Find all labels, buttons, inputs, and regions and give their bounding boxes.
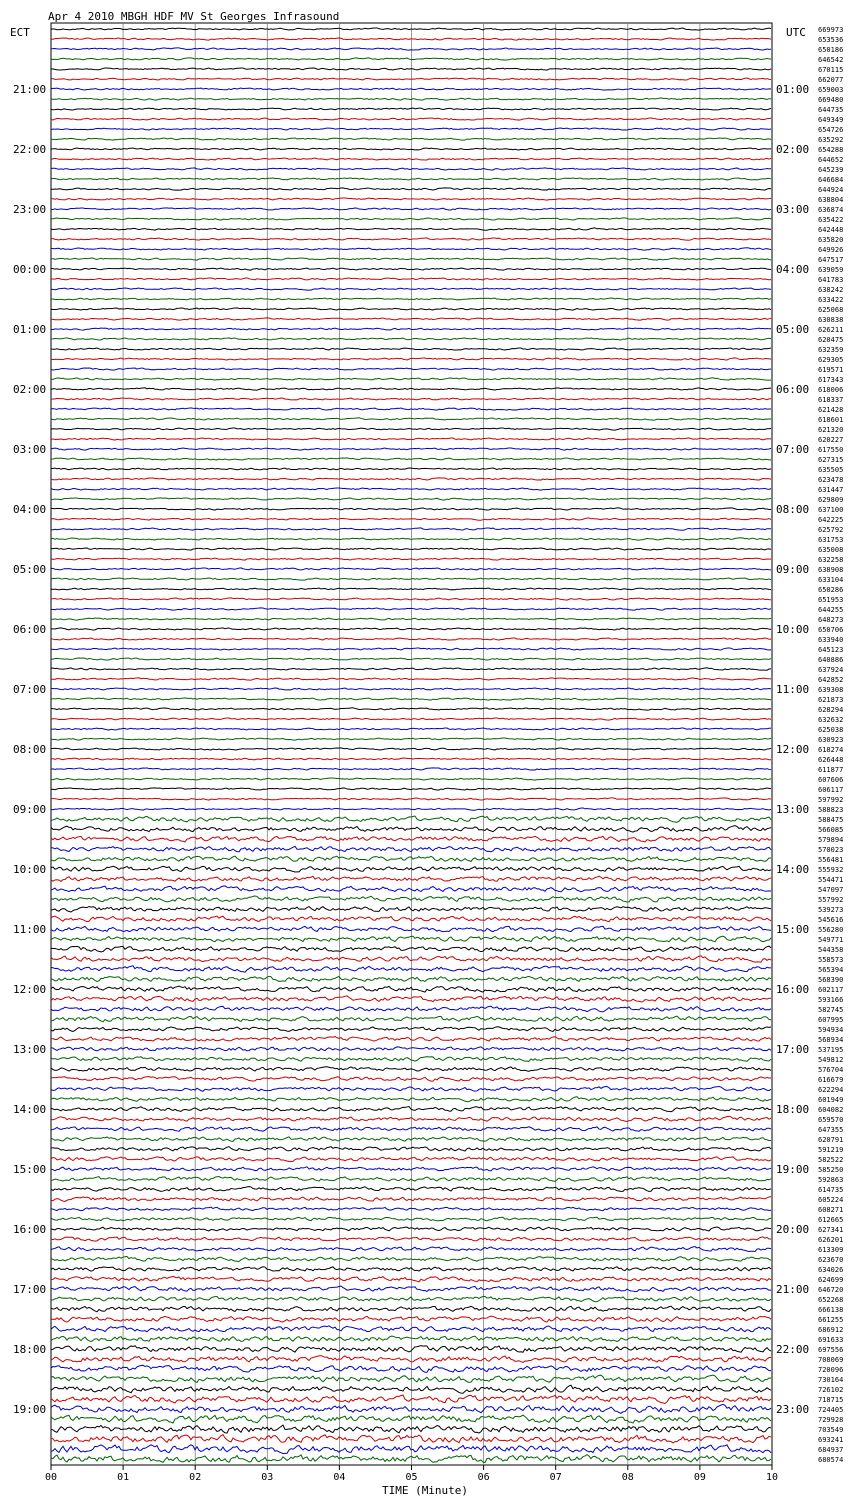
trace-count-55: 638908 — [818, 566, 844, 574]
trace-count-70: 632632 — [818, 716, 844, 724]
trace-count-52: 631753 — [818, 536, 844, 544]
trace-count-125: 634026 — [818, 1266, 844, 1274]
x-axis-ticks — [45, 1465, 778, 1483]
trace-count-133: 697556 — [818, 1346, 844, 1354]
trace-count-15: 645239 — [818, 166, 844, 174]
trace-count-20: 635422 — [818, 216, 844, 224]
trace-count-79: 588823 — [818, 806, 844, 814]
x-tick-label-01: 01 — [117, 1472, 130, 1483]
right-hour-1800: 18:00 — [776, 1103, 810, 1116]
trace-count-35: 619571 — [818, 366, 844, 374]
trace-count-113: 591219 — [818, 1146, 844, 1154]
left-hour-0400: 04:00 — [13, 503, 47, 516]
trace-count-42: 620227 — [818, 436, 844, 444]
trace-count-132: 691633 — [818, 1336, 844, 1344]
trace-count-89: 539273 — [818, 906, 844, 914]
trace-count-60: 648273 — [818, 616, 844, 624]
trace-count-129: 666138 — [818, 1306, 844, 1314]
trace-count-121: 627341 — [818, 1226, 844, 1234]
trace-count-34: 629305 — [818, 356, 844, 364]
left-hour-0300: 03:00 — [13, 443, 47, 456]
trace-count-39: 621428 — [818, 406, 844, 414]
left-axis-label: ECT — [10, 26, 30, 39]
right-hour-2300: 23:00 — [776, 1403, 810, 1416]
trace-count-50: 642225 — [818, 516, 844, 524]
trace-count-11: 654726 — [818, 126, 844, 134]
right-hour-0900: 09:00 — [776, 563, 810, 576]
trace-count-22: 635820 — [818, 236, 844, 244]
left-hour-0500: 05:00 — [13, 563, 47, 576]
left-hour-1000: 10:00 — [13, 863, 47, 876]
trace-count-59: 644255 — [818, 606, 844, 614]
trace-count-23: 649926 — [818, 246, 844, 254]
trace-count-labels — [818, 26, 843, 1464]
trace-count-36: 617343 — [818, 376, 844, 384]
trace-count-88: 557992 — [818, 896, 844, 904]
trace-count-84: 556481 — [818, 856, 844, 864]
trace-count-30: 630838 — [818, 316, 844, 324]
trace-count-123: 613309 — [818, 1246, 844, 1254]
left-hour-1400: 14:00 — [13, 1103, 47, 1116]
right-hour-0600: 06:00 — [776, 383, 810, 396]
trace-count-90: 545616 — [818, 916, 844, 924]
trace-count-120: 612665 — [818, 1216, 844, 1224]
trace-count-69: 628294 — [818, 706, 844, 714]
trace-count-109: 604082 — [818, 1106, 844, 1114]
trace-count-4: 646542 — [818, 56, 844, 64]
trace-count-49: 637100 — [818, 506, 844, 514]
left-hour-1900: 19:00 — [13, 1403, 47, 1416]
trace-count-76: 607606 — [818, 776, 844, 784]
trace-count-19: 636874 — [818, 206, 844, 214]
right-hour-1300: 13:00 — [776, 803, 810, 816]
trace-count-119: 608271 — [818, 1206, 844, 1214]
trace-count-141: 703549 — [818, 1426, 844, 1434]
trace-count-46: 623478 — [818, 476, 844, 484]
trace-count-5: 670115 — [818, 66, 844, 74]
trace-count-68: 621873 — [818, 696, 844, 704]
trace-count-10: 649349 — [818, 116, 844, 124]
trace-count-98: 593166 — [818, 996, 844, 1004]
trace-count-131: 686912 — [818, 1326, 844, 1334]
x-tick-label-05: 05 — [405, 1472, 418, 1483]
left-hour-0200: 02:00 — [13, 383, 47, 396]
left-hour-labels — [13, 83, 46, 1416]
trace-count-122: 626201 — [818, 1236, 844, 1244]
trace-count-87: 547097 — [818, 886, 844, 894]
trace-count-38: 618337 — [818, 396, 844, 404]
trace-count-108: 601949 — [818, 1096, 844, 1104]
trace-count-127: 646720 — [818, 1286, 844, 1294]
trace-count-142: 693241 — [818, 1436, 844, 1444]
trace-count-63: 645123 — [818, 646, 844, 654]
trace-count-7: 659003 — [818, 86, 844, 94]
right-hour-1600: 16:00 — [776, 983, 810, 996]
trace-count-101: 594934 — [818, 1026, 844, 1034]
trace-count-66: 642852 — [818, 676, 844, 684]
trace-count-74: 626448 — [818, 756, 844, 764]
right-hour-1700: 17:00 — [776, 1043, 810, 1056]
chart-title: Apr 4 2010 MBGH HDF MV St Georges Infrasound — [48, 10, 340, 23]
left-hour-1300: 13:00 — [13, 1043, 47, 1056]
trace-count-24: 647517 — [818, 256, 844, 264]
trace-count-78: 597992 — [818, 796, 844, 804]
trace-count-112: 620791 — [818, 1136, 844, 1144]
trace-count-2: 653536 — [818, 36, 844, 44]
trace-count-105: 576704 — [818, 1066, 844, 1074]
trace-count-51: 625792 — [818, 526, 844, 534]
left-hour-1100: 11:00 — [13, 923, 47, 936]
trace-count-80: 588475 — [818, 816, 844, 824]
trace-count-94: 558573 — [818, 956, 844, 964]
trace-count-114: 582522 — [818, 1156, 844, 1164]
trace-count-144: 680574 — [818, 1456, 844, 1464]
trace-count-97: 602117 — [818, 986, 844, 994]
right-hour-1900: 19:00 — [776, 1163, 810, 1176]
trace-count-106: 616679 — [818, 1076, 844, 1084]
left-hour-0100: 01:00 — [13, 323, 47, 336]
trace-count-41: 621320 — [818, 426, 844, 434]
trace-count-17: 644924 — [818, 186, 844, 194]
left-hour-1500: 15:00 — [13, 1163, 47, 1176]
trace-count-92: 549771 — [818, 936, 844, 944]
trace-count-83: 570023 — [818, 846, 844, 854]
trace-count-26: 641783 — [818, 276, 844, 284]
trace-count-31: 626211 — [818, 326, 844, 334]
x-tick-label-07: 07 — [549, 1472, 562, 1483]
trace-count-117: 614735 — [818, 1186, 844, 1194]
right-hour-1500: 15:00 — [776, 923, 810, 936]
trace-count-1: 669973 — [818, 26, 844, 34]
trace-count-37: 618006 — [818, 386, 844, 394]
trace-count-96: 568390 — [818, 976, 844, 984]
trace-count-62: 633940 — [818, 636, 844, 644]
trace-count-13: 654288 — [818, 146, 844, 154]
right-hour-2000: 20:00 — [776, 1223, 810, 1236]
x-tick-label-08: 08 — [621, 1472, 634, 1483]
right-hour-0100: 01:00 — [776, 83, 810, 96]
trace-count-128: 652268 — [818, 1296, 844, 1304]
x-tick-label-03: 03 — [261, 1472, 274, 1483]
right-hour-2100: 21:00 — [776, 1283, 810, 1296]
trace-count-116: 592863 — [818, 1176, 844, 1184]
trace-count-12: 635292 — [818, 136, 844, 144]
trace-count-14: 644652 — [818, 156, 844, 164]
trace-count-104: 549812 — [818, 1056, 844, 1064]
x-tick-label-02: 02 — [189, 1472, 202, 1483]
trace-count-25: 639059 — [818, 266, 844, 274]
trace-count-136: 730164 — [818, 1376, 844, 1384]
trace-count-48: 629809 — [818, 496, 844, 504]
trace-count-103: 537195 — [818, 1046, 844, 1054]
trace-count-54: 632258 — [818, 556, 844, 564]
left-hour-0600: 06:00 — [13, 623, 47, 636]
trace-count-64: 640886 — [818, 656, 844, 664]
right-hour-2200: 22:00 — [776, 1343, 810, 1356]
trace-count-75: 611877 — [818, 766, 844, 774]
x-tick-label-10: 10 — [765, 1472, 779, 1483]
trace-count-86: 554471 — [818, 876, 844, 884]
trace-count-43: 617550 — [818, 446, 844, 454]
trace-count-61: 650706 — [818, 626, 844, 634]
left-hour-0800: 08:00 — [13, 743, 47, 756]
trace-count-29: 625068 — [818, 306, 844, 314]
trace-count-126: 624699 — [818, 1276, 844, 1284]
trace-count-57: 650286 — [818, 586, 844, 594]
trace-count-77: 606117 — [818, 786, 844, 794]
right-hour-0300: 03:00 — [776, 203, 810, 216]
trace-count-115: 585250 — [818, 1166, 844, 1174]
trace-count-16: 646684 — [818, 176, 844, 184]
right-hour-0500: 05:00 — [776, 323, 810, 336]
right-axis-label: UTC — [786, 26, 806, 39]
trace-count-67: 639308 — [818, 686, 844, 694]
trace-count-99: 582745 — [818, 1006, 844, 1014]
trace-count-45: 635505 — [818, 466, 844, 474]
trace-count-143: 684937 — [818, 1446, 844, 1454]
trace-count-135: 720096 — [818, 1366, 844, 1374]
x-tick-label-00: 00 — [44, 1472, 58, 1483]
trace-count-18: 638804 — [818, 196, 844, 204]
trace-count-118: 605224 — [818, 1196, 844, 1204]
trace-count-137: 726102 — [818, 1386, 844, 1394]
right-hour-labels — [776, 83, 809, 1416]
trace-count-65: 637924 — [818, 666, 844, 674]
trace-count-28: 633422 — [818, 296, 844, 304]
trace-count-8: 669480 — [818, 96, 844, 104]
trace-count-9: 644735 — [818, 106, 844, 114]
left-hour-1700: 17:00 — [13, 1283, 47, 1296]
x-tick-label-06: 06 — [477, 1472, 490, 1483]
trace-count-32: 620475 — [818, 336, 844, 344]
trace-count-100: 607995 — [818, 1016, 844, 1024]
right-hour-1400: 14:00 — [776, 863, 810, 876]
trace-count-95: 565394 — [818, 966, 844, 974]
x-axis-label: TIME (Minute) — [381, 1484, 469, 1497]
x-tick-label-04: 04 — [333, 1472, 346, 1483]
trace-count-91: 556280 — [818, 926, 844, 934]
trace-count-53: 635008 — [818, 546, 844, 554]
trace-count-124: 623670 — [818, 1256, 844, 1264]
left-hour-0700: 07:00 — [13, 683, 47, 696]
trace-count-107: 622294 — [818, 1086, 844, 1094]
trace-count-93: 544358 — [818, 946, 844, 954]
trace-count-21: 642448 — [818, 226, 844, 234]
left-hour-1200: 12:00 — [13, 983, 47, 996]
trace-count-33: 632359 — [818, 346, 844, 354]
left-hour-0000: 00:00 — [13, 263, 47, 276]
left-hour-0900: 09:00 — [13, 803, 47, 816]
right-hour-0200: 02:00 — [776, 143, 810, 156]
trace-count-71: 625038 — [818, 726, 844, 734]
right-hour-1000: 10:00 — [776, 623, 810, 636]
right-hour-0700: 07:00 — [776, 443, 810, 456]
right-hour-0400: 04:00 — [776, 263, 810, 276]
trace-count-139: 724405 — [818, 1406, 844, 1414]
right-hour-0800: 08:00 — [776, 503, 810, 516]
right-hour-1100: 11:00 — [776, 683, 810, 696]
trace-count-73: 618274 — [818, 746, 844, 754]
trace-count-102: 568934 — [818, 1036, 844, 1044]
trace-count-47: 631447 — [818, 486, 844, 494]
trace-count-134: 708069 — [818, 1356, 844, 1364]
x-tick-label-09: 09 — [693, 1472, 706, 1483]
trace-count-3: 650186 — [818, 46, 844, 54]
trace-count-58: 651953 — [818, 596, 844, 604]
trace-count-130: 661255 — [818, 1316, 844, 1324]
trace-count-44: 627315 — [818, 456, 844, 464]
right-hour-1200: 12:00 — [776, 743, 810, 756]
left-hour-2200: 22:00 — [13, 143, 47, 156]
trace-count-72: 630923 — [818, 736, 844, 744]
trace-count-82: 579894 — [818, 836, 844, 844]
trace-count-138: 718715 — [818, 1396, 844, 1404]
trace-count-111: 647355 — [818, 1126, 844, 1134]
trace-count-6: 662077 — [818, 76, 844, 84]
left-hour-2100: 21:00 — [13, 83, 47, 96]
trace-count-110: 659570 — [818, 1116, 844, 1124]
trace-count-140: 729928 — [818, 1416, 844, 1424]
trace-count-85: 555932 — [818, 866, 844, 874]
left-hour-1600: 16:00 — [13, 1223, 47, 1236]
trace-count-40: 618601 — [818, 416, 844, 424]
left-hour-2300: 23:00 — [13, 203, 47, 216]
left-hour-1800: 18:00 — [13, 1343, 47, 1356]
trace-count-81: 566085 — [818, 826, 844, 834]
trace-count-27: 638242 — [818, 286, 844, 294]
trace-count-56: 633104 — [818, 576, 844, 584]
